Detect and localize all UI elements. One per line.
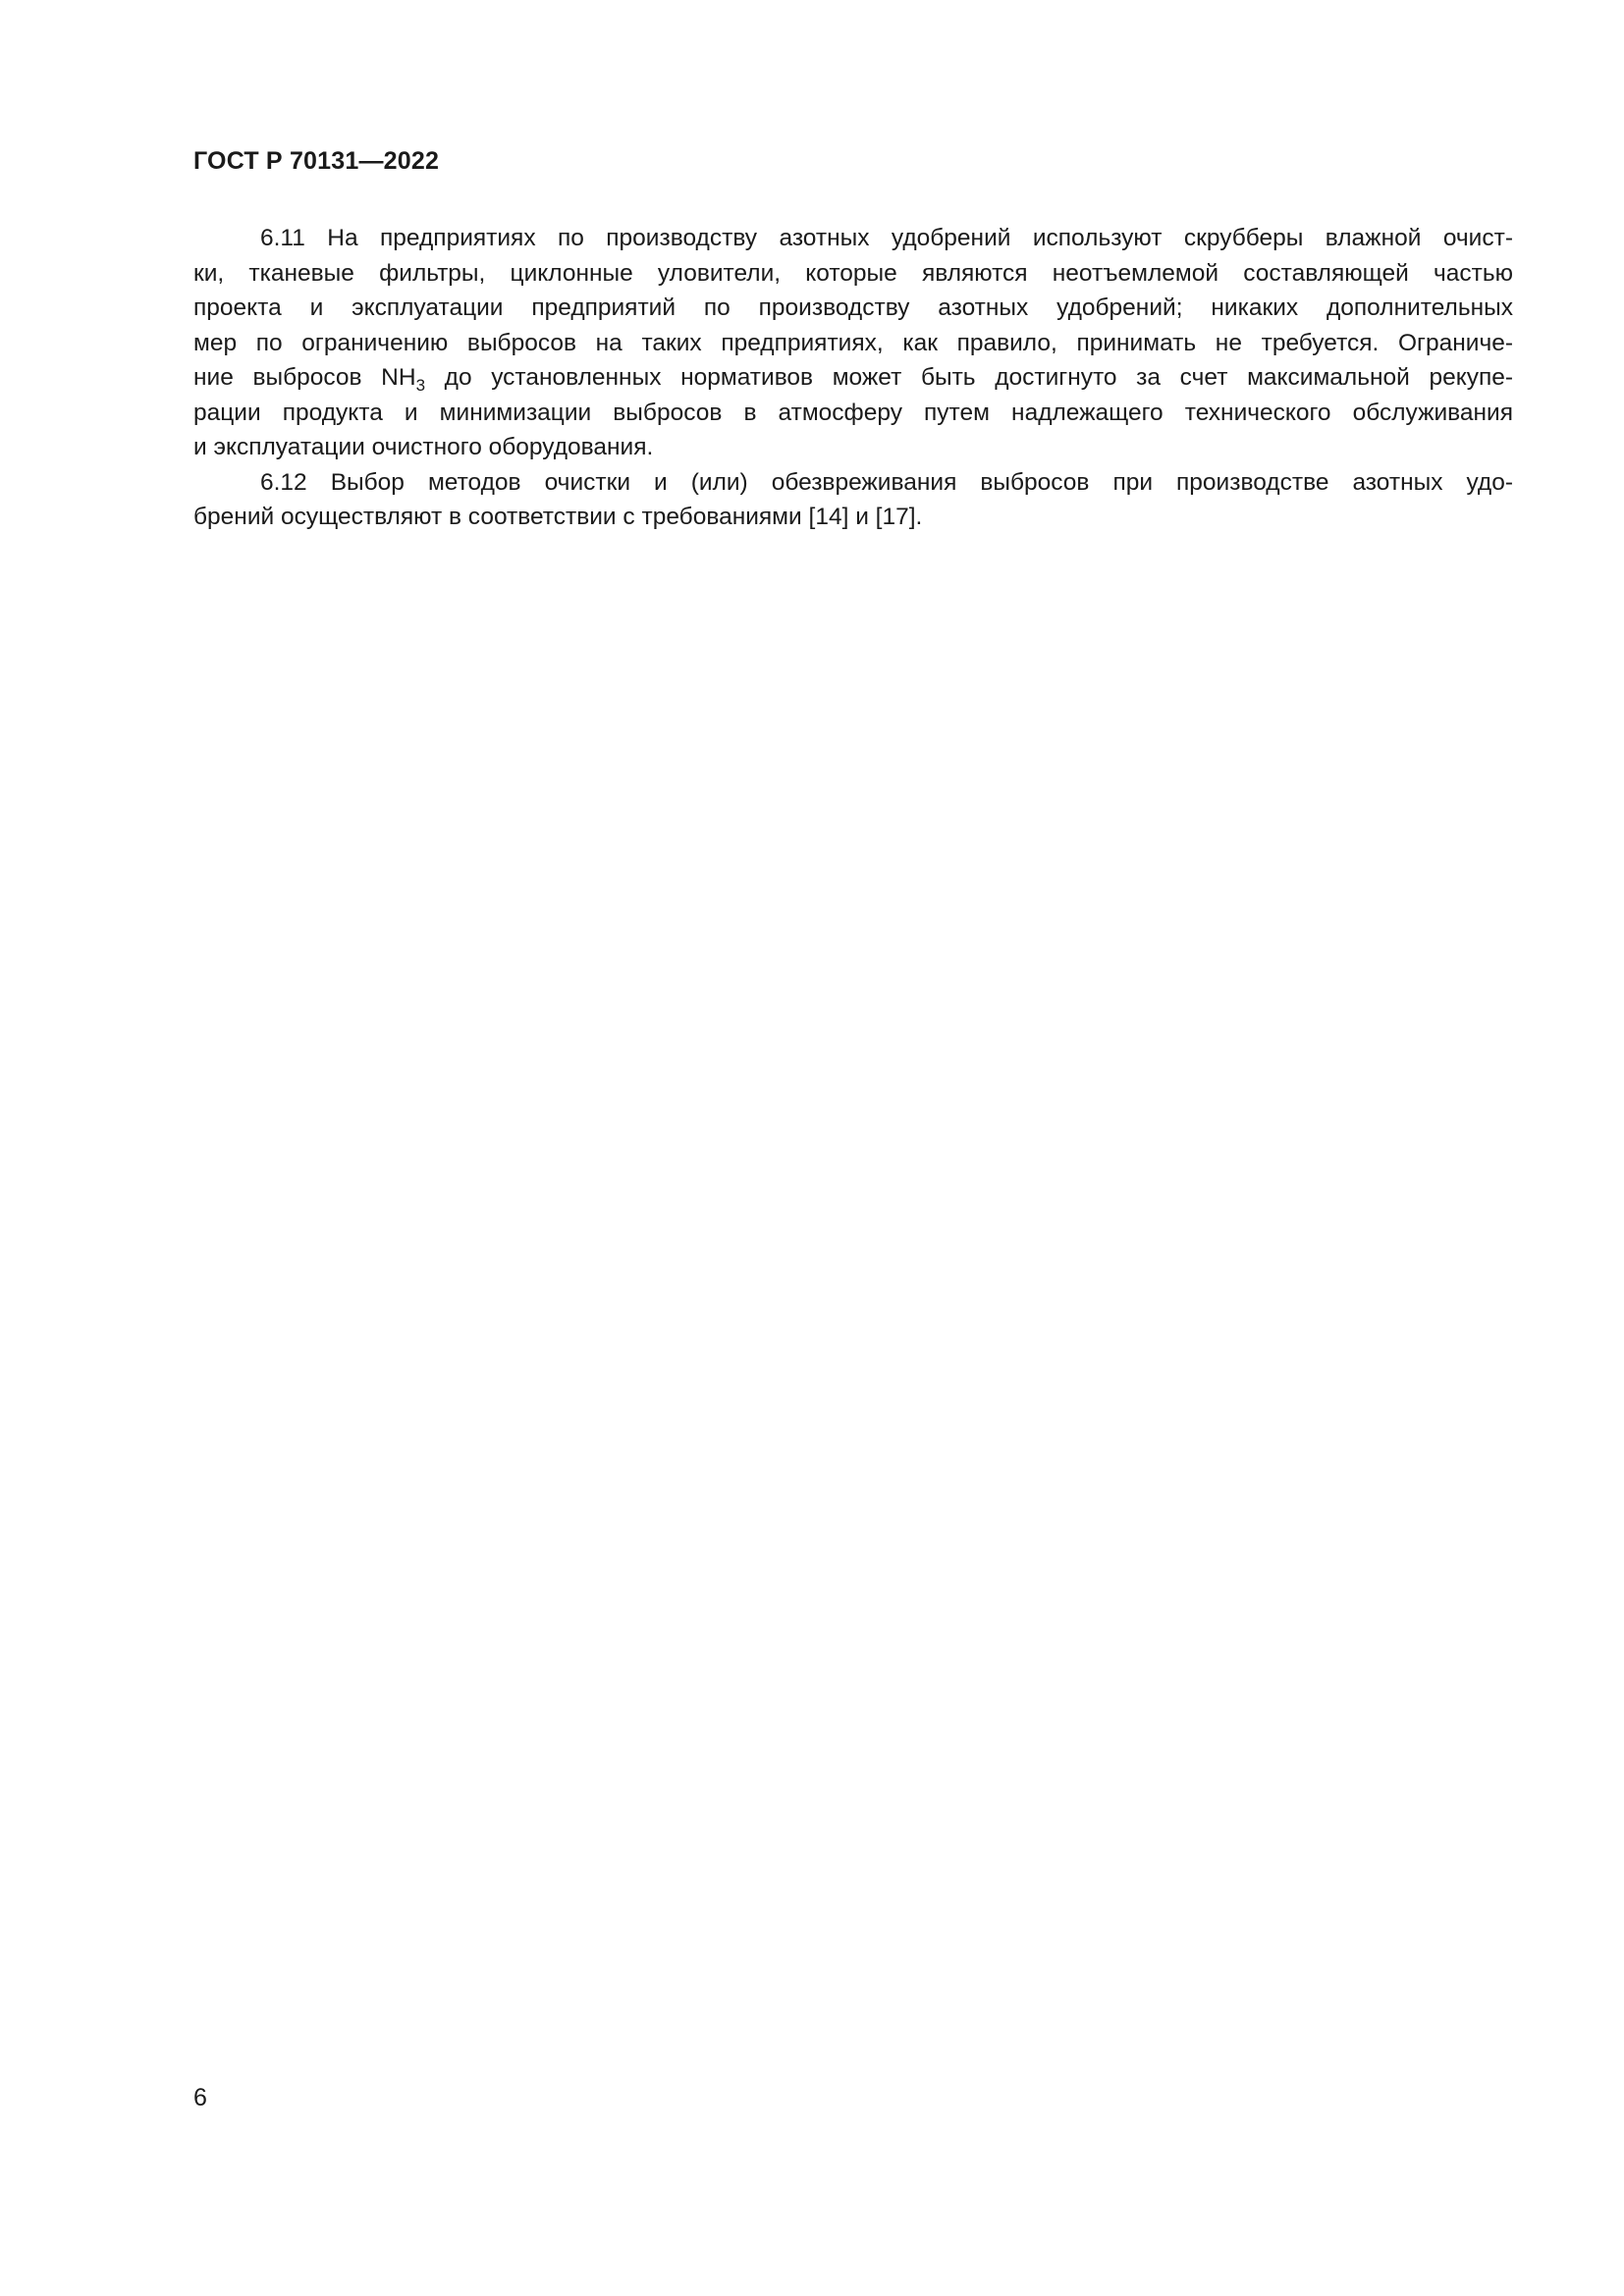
paragraph-line: ки, тканевые фильтры, циклонные уловители, которые являются неотъемлемой составляющей частью	[193, 259, 1513, 287]
paragraph-line: брений осуществляют в соответствии с требованиями [14] и [17].	[193, 504, 923, 530]
paragraph-line: 6.12 Выбор методов очистки и (или) обезвреживания выбросов при производстве азотных удо-	[260, 468, 1513, 496]
paragraph-6-12	[193, 465, 1513, 535]
page-number: 6	[193, 2084, 207, 2111]
document-body	[193, 221, 1513, 535]
paragraph-line: 6.11 На предприятиях по производству азотных удобрений используют скрубберы влажной очист-	[260, 225, 1513, 251]
paragraph-6-11	[193, 221, 1513, 465]
nh3-subscript: 3	[415, 376, 426, 395]
paragraph-line-nh3	[193, 360, 1513, 396]
paragraph-line: мер по ограничению выбросов на таких предприятиях, как правило, принимать не требуется. Ограниче-	[193, 329, 1513, 356]
nh3-before-text: ние выбросов NH	[193, 364, 416, 391]
paragraph-line: и эксплуатации очистного оборудования.	[193, 434, 654, 460]
nh3-after-text: до установленных нормативов может быть достигнуто за счет максимальной рекупе-	[425, 364, 1514, 391]
paragraph-line: проекта и эксплуатации предприятий по производству азотных удобрений; никаких дополнительных	[193, 294, 1513, 321]
paragraph-line: рации продукта и минимизации выбросов в атмосферу путем надлежащего технического обслуживания	[193, 399, 1513, 426]
document-header: ГОСТ Р 70131—2022	[193, 147, 440, 175]
